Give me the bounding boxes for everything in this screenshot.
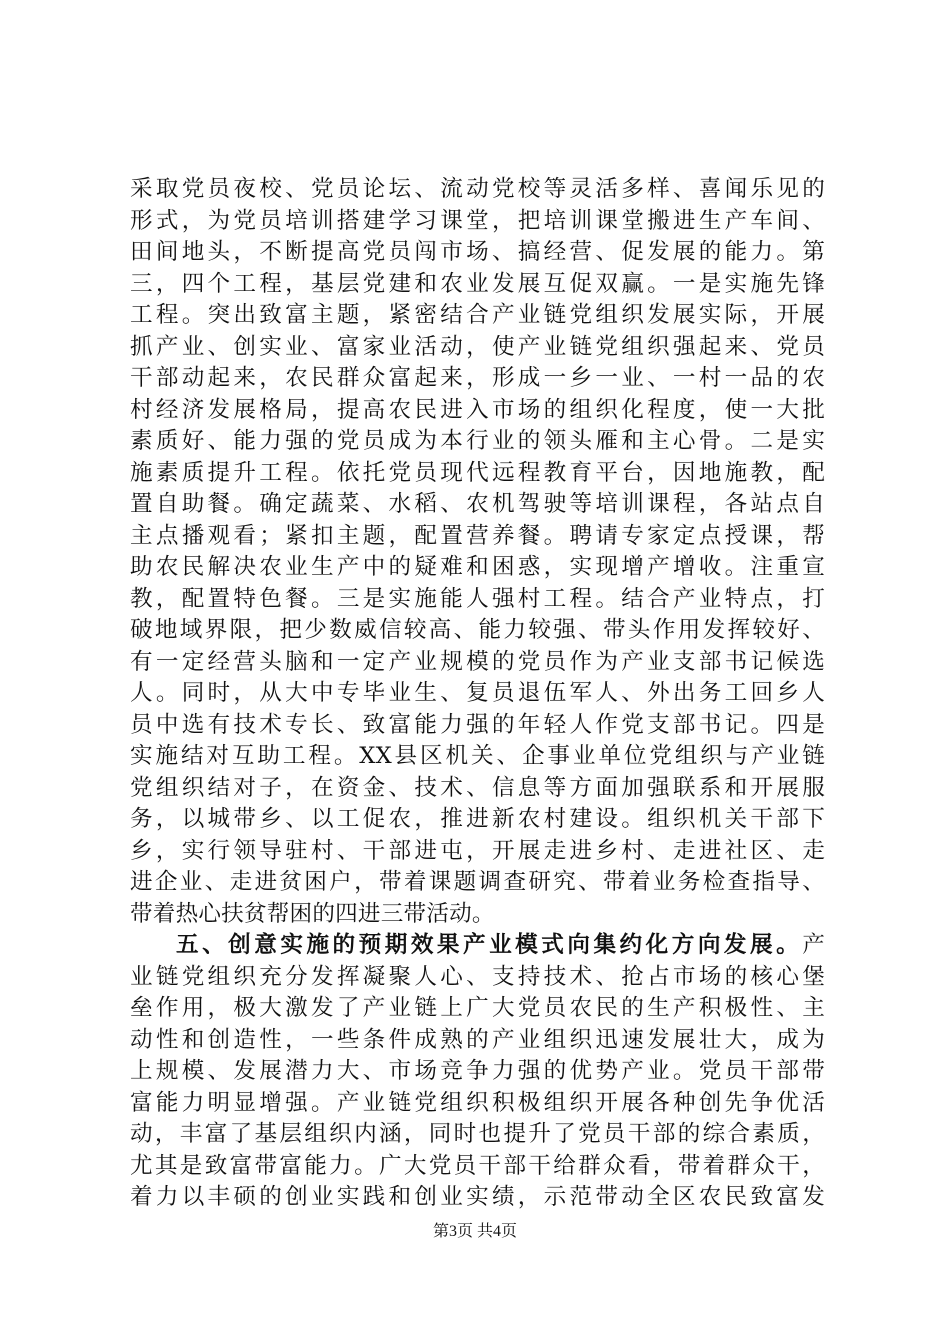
- text-line: 干部动起来，农民群众富起来，形成一乡一业、一村一品的农: [130, 365, 825, 391]
- paragraph-1: [130, 174, 825, 930]
- text-line: 富能力明显增强。产业链党组织积极组织开展各种创先争优活: [130, 1089, 825, 1116]
- text-line: 进企业、走进贫困户，带着课题调查研究、带着业务检查指导、: [130, 869, 825, 895]
- paragraph-2: [130, 930, 825, 1214]
- section-heading-tail: 产: [802, 932, 825, 958]
- text-line: 上规模、发展潜力大、市场竞争力强的优势产业。党员干部带: [130, 1058, 825, 1084]
- text-line: 带着热心扶贫帮困的四进三带活动。: [130, 900, 495, 927]
- text-line: 工程。突出致富主题，紧密结合产业链党组织发展实际，开展: [130, 302, 825, 328]
- text-line: 动，丰富了基层组织内涵，同时也提升了党员干部的综合素质，: [130, 1121, 825, 1147]
- text-line: 破地域界限，把少数威信较高、能力较强、带头作用发挥较好、: [130, 617, 825, 643]
- text-line: 有一定经营头脑和一定产业规模的党员作为产业支部书记候选: [130, 648, 825, 675]
- section-heading-line: [130, 930, 825, 962]
- text-line: 着力以丰硕的创业实践和创业实绩，示范带动全区农民致富发: [130, 1184, 825, 1210]
- text-line: 实施结对互助工程。XX县区机关、企事业单位党组织与产业链: [130, 743, 825, 769]
- page-number-footer: 第3页 共4页: [432, 1223, 517, 1240]
- text-line: 务，以城带乡、以工促农，推进新农村建设。组织机关干部下: [130, 806, 825, 832]
- text-line: 施素质提升工程。依托党员现代远程教育平台，因地施教，配: [130, 459, 825, 486]
- text-line: 形式，为党员培训搭建学习课堂，把培训课堂搬进生产车间、: [130, 207, 825, 234]
- text-line: 素质好、能力强的党员成为本行业的领头雁和主心骨。二是实: [130, 428, 825, 454]
- text-line: 人。同时，从大中专毕业生、复员退伍军人、外出务工回乡人: [130, 680, 825, 706]
- text-line: 乡，实行领导驻村、干部进屯，开展走进乡村、走进社区、走: [130, 837, 825, 864]
- text-line: 三，四个工程，基层党建和农业发展互促双赢。一是实施先锋: [130, 270, 825, 297]
- document-body: [130, 174, 825, 1214]
- text-line: 教，配置特色餐。三是实施能人强村工程。结合产业特点，打: [130, 585, 825, 612]
- text-line: 置自助餐。确定蔬菜、水稻、农机驾驶等培训课程，各站点自: [130, 491, 825, 517]
- text-line: 尤其是致富带富能力。广大党员干部干给群众看，带着群众干，: [130, 1152, 825, 1179]
- text-line: 田间地头，不断提高党员闯市场、搞经营、促发展的能力。第: [130, 239, 825, 265]
- text-line: 员中选有技术专长、致富能力强的年轻人作党支部书记。四是: [130, 711, 825, 738]
- text-line: 党组织结对子，在资金、技术、信息等方面加强联系和开展服: [130, 774, 825, 801]
- text-line: 抓产业、创实业、富家业活动，使产业链党组织强起来、党员: [130, 333, 825, 360]
- text-line: 业链党组织充分发挥凝聚人心、支持技术、抢占市场的核心堡: [130, 963, 825, 990]
- text-line: 动性和创造性，一些条件成熟的产业组织迅速发展壮大，成为: [130, 1026, 825, 1053]
- text-line: 主点播观看；紧扣主题，配置营养餐。聘请专家定点授课，帮: [130, 522, 825, 549]
- text-line: 村经济发展格局，提高农民进入市场的组织化程度，使一大批: [130, 396, 825, 423]
- section-heading: 五、创意实施的预期效果产业模式向集约化方向发展。: [176, 932, 803, 958]
- text-line: 采取党员夜校、党员论坛、流动党校等灵活多样、喜闻乐见的: [130, 176, 825, 202]
- text-line: 助农民解决农业生产中的疑难和困惑，实现增产增收。注重宣: [130, 554, 825, 580]
- text-line: 垒作用，极大激发了产业链上广大党员农民的生产积极性、主: [130, 995, 825, 1021]
